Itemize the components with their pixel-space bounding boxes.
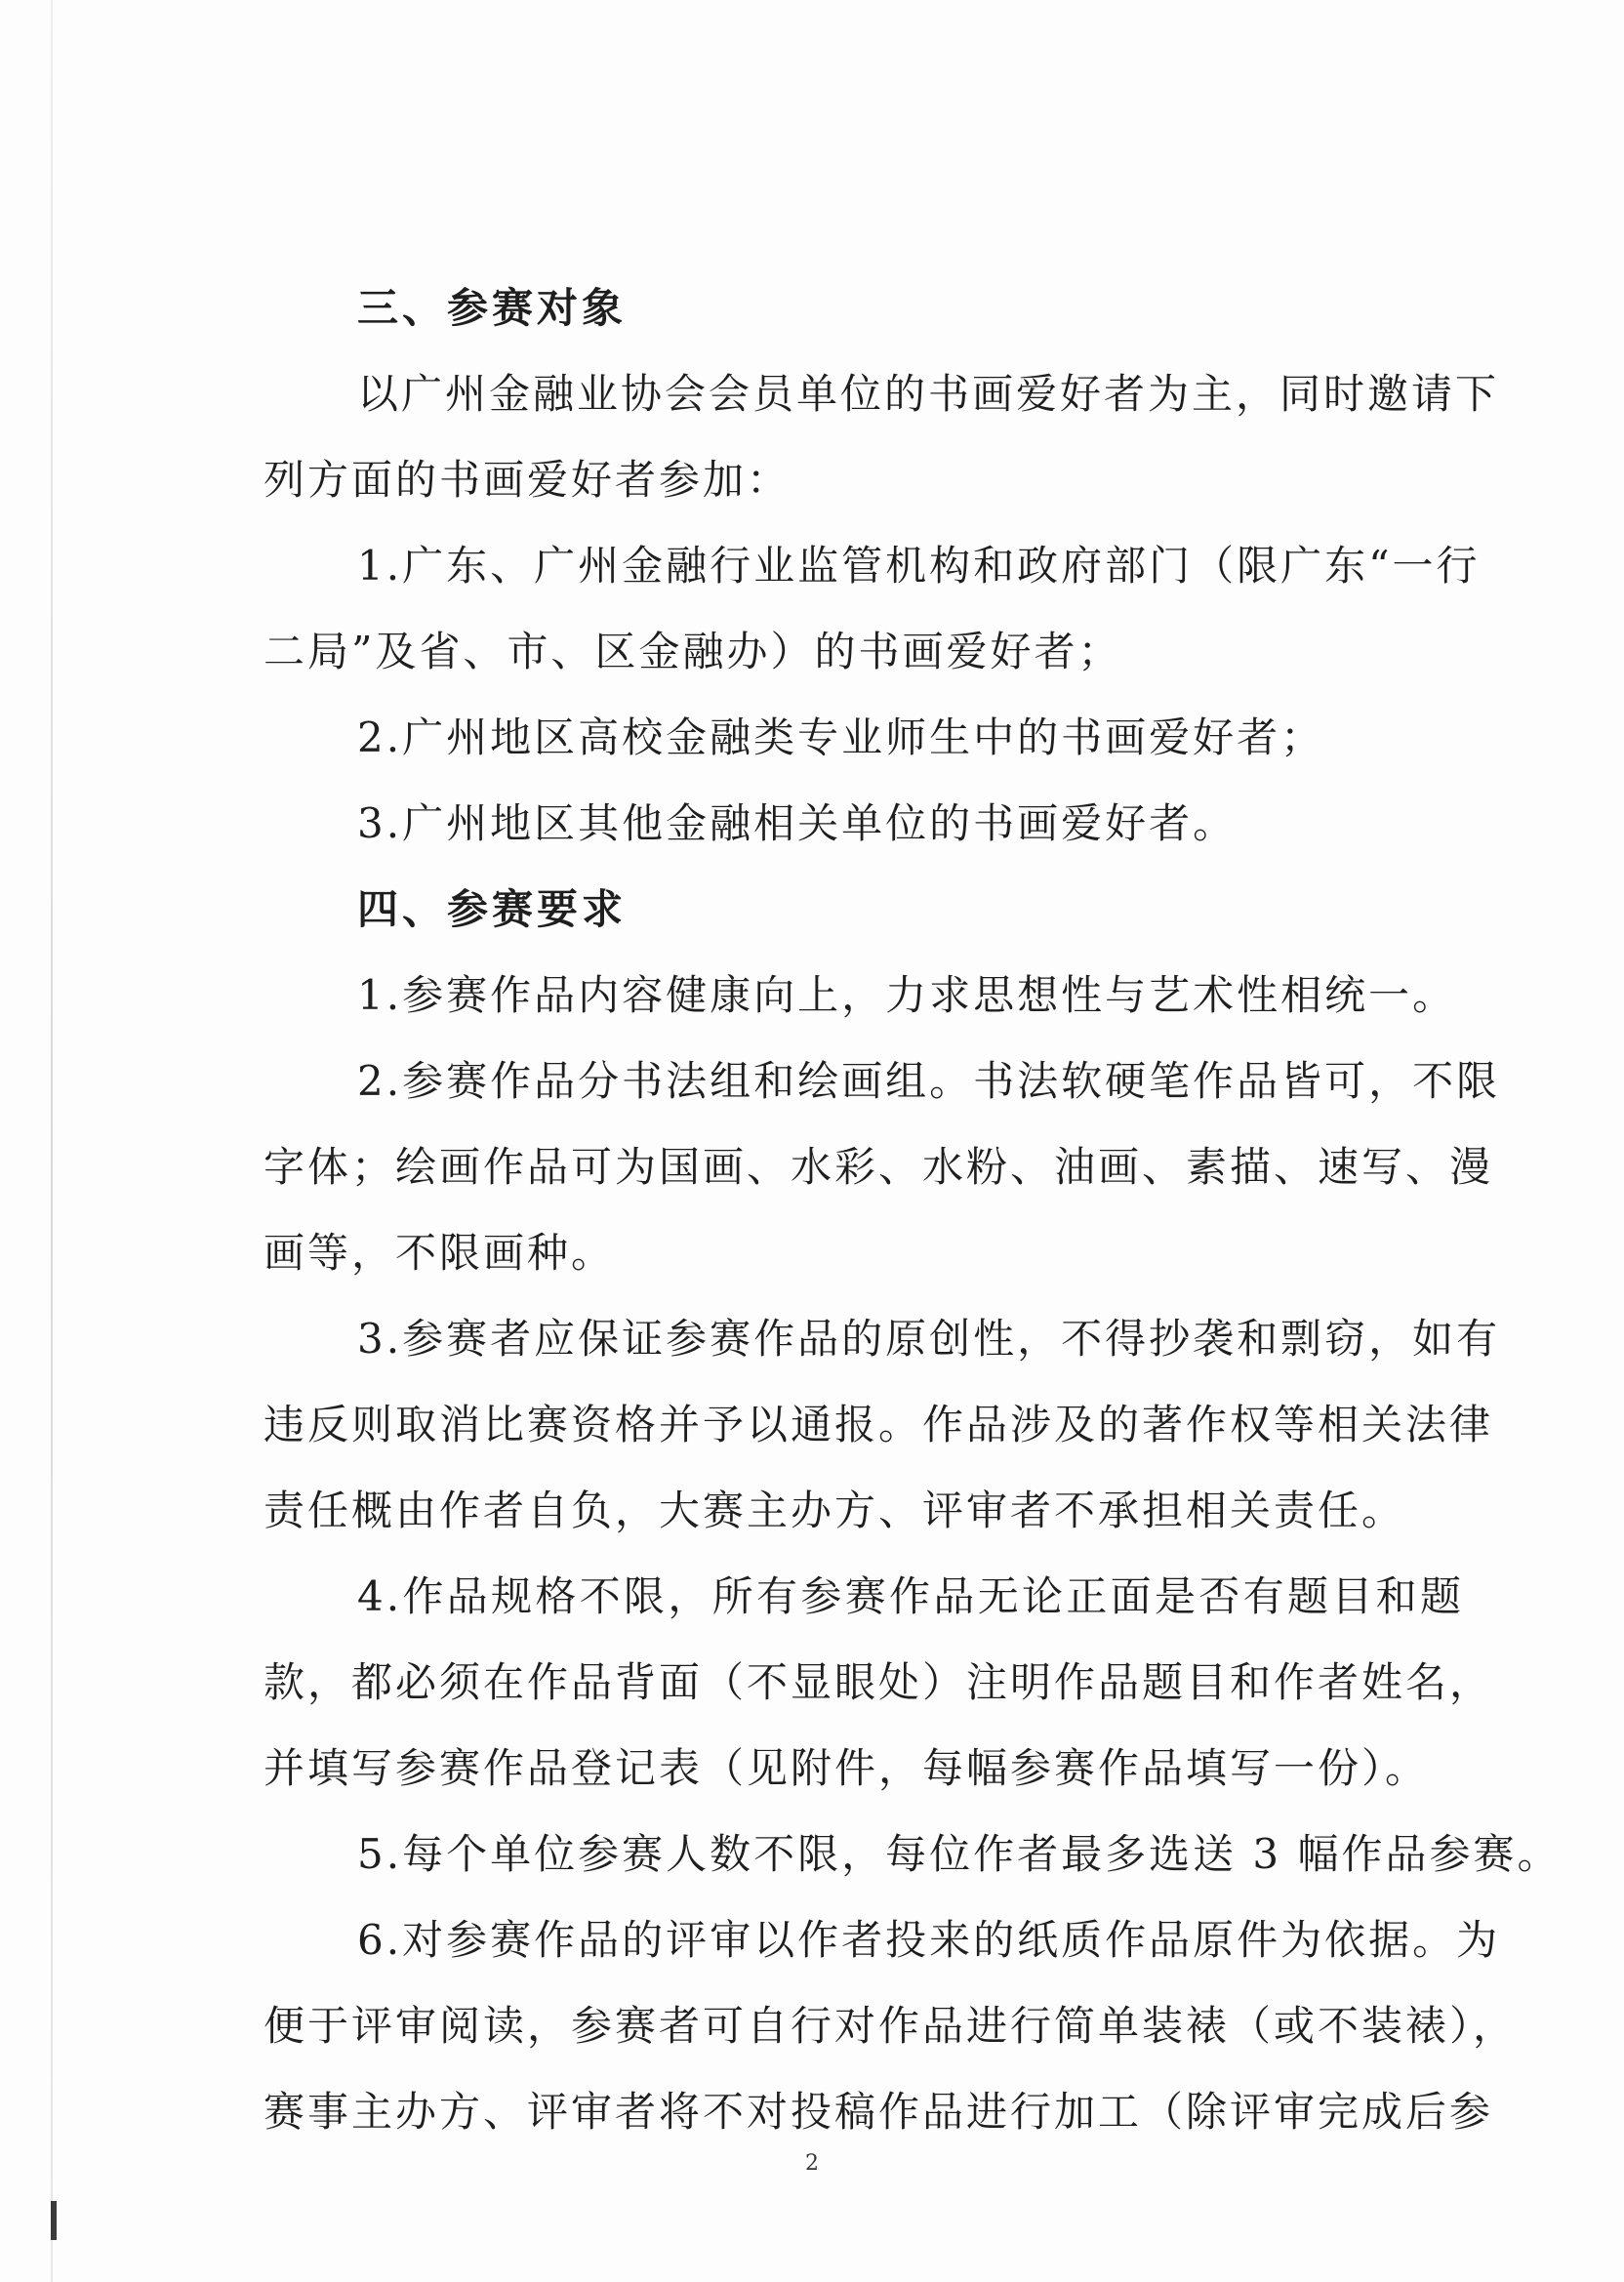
list-item-participants-3 bbox=[264, 781, 1464, 867]
scan-edge-mark bbox=[51, 2201, 57, 2240]
list-item-participants-2 bbox=[264, 695, 1464, 781]
document-body bbox=[264, 265, 1562, 2155]
text-line: 责任概由作者自负，大赛主办方、评审者不承担相关责任。 bbox=[264, 1487, 1406, 1534]
text-line: 5.每个单位参赛人数不限，每位作者最多选送 3 幅作品参赛。 bbox=[357, 1830, 1562, 1878]
text-line: 2.广州地区高校金融类专业师生中的书画爱好者； bbox=[357, 713, 1325, 761]
list-item-requirements-5 bbox=[264, 1812, 1562, 1897]
text-line: 6.对参赛作品的评审以作者投来的纸质作品原件为依据。为 bbox=[357, 1916, 1501, 1964]
section-heading-requirements: 四、参赛要求 bbox=[357, 885, 628, 933]
text-line: 1.广东、广州金融行业监管机构和政府部门（限广东“一行 bbox=[357, 542, 1481, 590]
text-line: 4.作品规格不限，所有参赛作品无论正面是否有题目和题 bbox=[357, 1572, 1464, 1620]
text-line: 并填写参赛作品登记表（见附件，每幅参赛作品填写一份）。 bbox=[264, 1744, 1430, 1792]
list-item-requirements-6 bbox=[264, 1897, 1518, 2155]
text-line: 违反则取消比赛资格并予以通报。作品涉及的著作权等相关法律 bbox=[264, 1401, 1494, 1448]
page-number: 2 bbox=[805, 2151, 819, 2176]
text-line: 画等，不限画种。 bbox=[264, 1229, 616, 1277]
text-line: 款，都必须在作品背面（不显眼处）注明作品题目和作者姓名， bbox=[264, 1658, 1494, 1706]
list-item-participants-1 bbox=[264, 523, 1481, 695]
text-line: 便于评审阅读，参赛者可自行对作品进行简单装裱（或不装裱）， bbox=[264, 2002, 1518, 2050]
list-item-requirements-2 bbox=[264, 1039, 1501, 1296]
text-line: 以广州金融业协会会员单位的书画爱好者为主，同时邀请下 bbox=[357, 370, 1500, 418]
section-heading-participants: 三、参赛对象 bbox=[357, 284, 628, 332]
text-line: 列方面的书画爱好者参加： bbox=[264, 456, 792, 504]
text-line: 二局”及省、市、区金融办）的书画爱好者； bbox=[264, 628, 1122, 675]
text-line: 1.参赛作品内容健康向上，力求思想性与艺术性相统一。 bbox=[357, 971, 1457, 1019]
text-line: 2.参赛作品分书法组和绘画组。书法软硬笔作品皆可，不限 bbox=[357, 1057, 1501, 1105]
text-line: 3.广州地区其他金融相关单位的书画爱好者。 bbox=[357, 799, 1238, 847]
text-line: 字体；绘画作品可为国画、水彩、水粉、油画、素描、速写、漫 bbox=[264, 1143, 1494, 1191]
list-item-requirements-1 bbox=[264, 953, 1464, 1039]
paragraph-participants-intro bbox=[264, 351, 1500, 523]
list-item-requirements-3 bbox=[264, 1296, 1501, 1554]
scan-edge-shadow bbox=[51, 0, 53, 2282]
text-line: 3.参赛者应保证参赛作品的原创性，不得抄袭和剽窃，如有 bbox=[357, 1315, 1501, 1363]
text-line: 赛事主办方、评审者将不对投稿作品进行加工（除评审完成后参 bbox=[264, 2088, 1494, 2136]
list-item-requirements-4 bbox=[264, 1554, 1494, 1812]
